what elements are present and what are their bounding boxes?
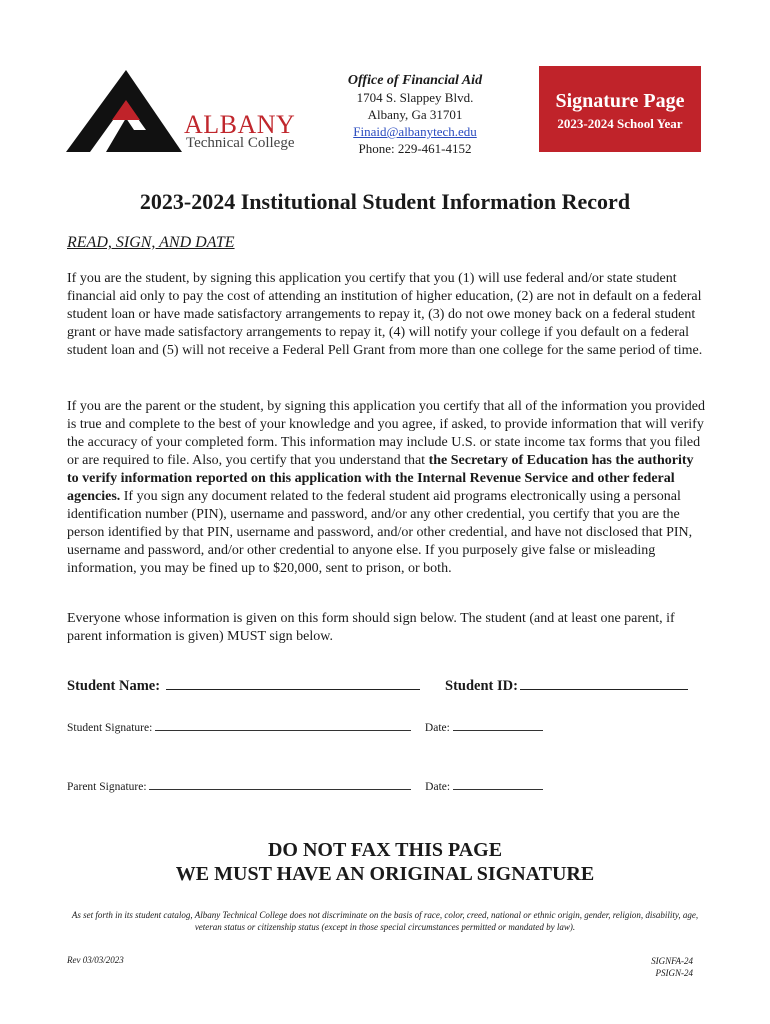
- parent-date-field[interactable]: [453, 779, 543, 790]
- student-date-label: Date:: [424, 722, 450, 734]
- address-line2: Albany, Ga 31701: [367, 107, 463, 122]
- sign-below-paragraph: Everyone whose information is given on this form should sign below. The student (and at least one parent, if parent information is given) MUST sign below.: [67, 611, 675, 644]
- parent-signature-field[interactable]: [149, 779, 411, 790]
- student-name-row: [67, 674, 420, 695]
- student-name-label: Student Name:: [67, 678, 161, 694]
- office-title: Office of Financial Aid: [347, 73, 483, 88]
- badge-subtitle: 2023-2024 School Year: [557, 116, 683, 131]
- parent-signature-label: Parent Signature:: [67, 781, 147, 793]
- student-certification-paragraph: If you are the student, by signing this application you certify that you (1) will use federal and/or state student financial aid only to pay the cost of attending an institution of higher education, (2) are not in default on a federal student loan or have made satisfactory arrangements to repay it, (3) do not owe money back on a federal student grant or have made satisfactory arrangements to repay it, (4) will notify your college if you default on a federal student loan and (5) will not receive a Federal Pell Grant from more than one college for the same period of time.: [67, 271, 703, 358]
- student-id-row: [445, 674, 688, 695]
- instruction-heading: READ, SIGN, AND DATE: [67, 234, 235, 251]
- albany-tech-logo: [66, 68, 296, 152]
- student-signature-row: [67, 720, 543, 734]
- address-line1: 1704 S. Slappey Blvd.: [356, 90, 474, 105]
- warning-line1: DO NOT FAX THIS PAGE: [267, 839, 503, 861]
- parent-signature-row: [67, 779, 543, 793]
- paragraph2-part1: If you are the parent or the student, by signing this application you certify that all of the information you provided is true and complete to the best of your knowledge and you agree, if asked, to provide information that will verify the accuracy of your completed form. This information may include U.S. or state income tax forms that you filed or are required to file. Also, you certify that you understand that: [67, 399, 706, 468]
- email-link[interactable]: Finaid@albanytech.edu: [353, 124, 477, 139]
- document-title: 2023-2024 Institutional Student Information Record: [139, 189, 631, 214]
- student-name-field[interactable]: [166, 674, 420, 690]
- form-code-2: PSIGN-24: [655, 968, 693, 978]
- student-date-field[interactable]: [453, 720, 543, 731]
- student-id-label: Student ID:: [445, 678, 518, 694]
- student-signature-field[interactable]: [155, 720, 411, 731]
- logo-name: ALBANY: [184, 110, 296, 139]
- badge-title: Signature Page: [555, 90, 685, 112]
- fax-warning: [0, 838, 770, 886]
- form-codes: [600, 955, 693, 979]
- office-contact-block: [312, 72, 518, 157]
- parent-date-label: Date:: [425, 781, 451, 793]
- warning-line2: WE MUST HAVE AN ORIGINAL SIGNATURE: [175, 863, 595, 885]
- paragraph2-bold: the Secretary of Education has the authority to verify information reported on this application with the Internal Revenue Service and other federal agencies.: [67, 453, 694, 504]
- student-id-field[interactable]: [520, 674, 688, 690]
- paragraph2-part2: If you sign any document related to the federal student aid programs electronically using a personal identification number (PIN), username and password, and/or any other credential, you certify that you are the person identified by that PIN, username and password, and/or other credential, and have not disclosed that PIN, username and password, and/or other credential to anyone else. If you purposely give false or misleading information, you may be fined up to $20,000, sent to prison, or both.: [67, 489, 693, 576]
- nondiscrimination-disclaimer: As set forth in its student catalog, Albany Technical College does not discriminate on the basis of race, color, creed, national or ethnic origin, gender, religion, disability, age, veteran status or citizenship status (except in those special circumstances permitted or mandated by law).: [71, 910, 699, 932]
- signature-page-badge: [539, 66, 701, 152]
- student-signature-label: Student Signature:: [67, 722, 153, 734]
- form-code-1: SIGNFA-24: [651, 956, 693, 966]
- revision-date: Rev 03/03/2023: [67, 955, 124, 965]
- phone-number: Phone: 229-461-4152: [358, 141, 472, 156]
- logo-subtitle: Technical College: [186, 135, 295, 151]
- parent-certification-paragraph: [67, 398, 707, 578]
